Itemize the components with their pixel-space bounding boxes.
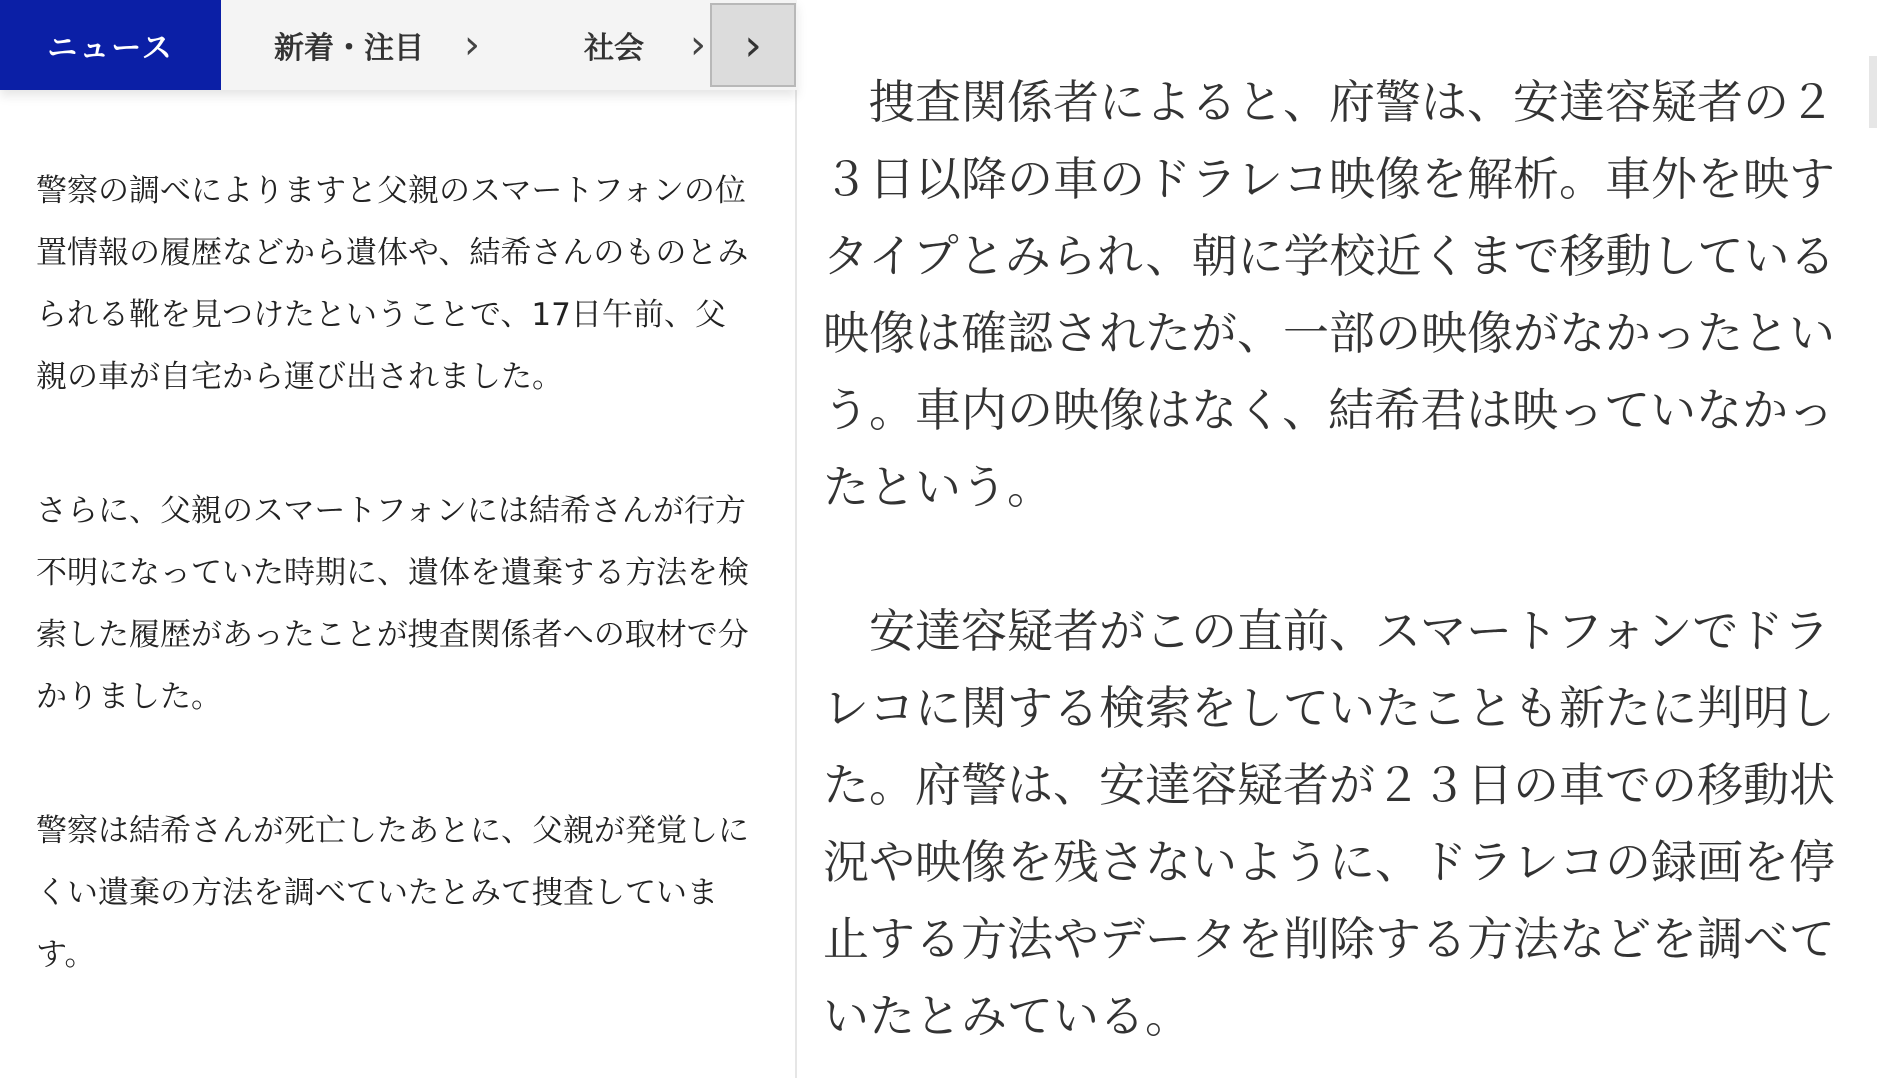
tab-latest[interactable] (274, 0, 480, 90)
article-paragraph: 警察は結希さんが死亡したあとに、父親が発覚しにくい遺棄の方法を調べていたとみて捜査しています。 (36, 813, 749, 973)
scroll-tabs-right-button[interactable] (710, 3, 796, 87)
chevron-right-icon: › (464, 22, 480, 68)
tab-latest-label: 新着・注目 (274, 31, 424, 66)
category-tab-bar (0, 0, 797, 90)
right-article-panel (800, 0, 1877, 1078)
tab-society-label: 社会 (584, 31, 644, 66)
tab-news[interactable] (0, 0, 221, 90)
tab-news-label: ニュース (47, 31, 174, 66)
article-paragraph: 警察の調べによりますと父親のスマートフォンの位置情報の履歴などから遺体や、結希さんのものとみられる靴を見つけたということで、17日午前、父親の車が自宅から運び出されました。 (36, 173, 749, 395)
article-paragraph: さらに、父親のスマートフォンには結希さんが行方不明になっていた時期に、遺体を遺棄する方法を検索した履歴があったことが捜査関係者への取材で分かりました。 (36, 493, 749, 715)
tab-society[interactable] (584, 0, 712, 90)
article-paragraph: 捜査関係者によると、府警は、安達容疑者の２３日以降の車のドラレコ映像を解析。車外を映すタイプとみられ、朝に学校近くまで移動している映像は確認されたが、一部の映像がなかったという。車内の映像はなく、結希君は映っていなかったという。 (823, 75, 1836, 514)
scrollbar[interactable] (1869, 56, 1877, 128)
article-paragraph: 安達容疑者がこの直前、スマートフォンでドラレコに関する検索をしていたことも新たに判明した。府警は、安達容疑者が２３日の車での移動状況や映像を残さないように、ドラレコの録画を停止する方法やデータを削除する方法などを調べていたとみている。 (823, 604, 1835, 1043)
chevron-right-icon: › (690, 22, 706, 68)
chevron-right-icon: › (744, 19, 762, 71)
left-article-body (36, 160, 756, 1058)
right-article-body (823, 64, 1843, 1078)
left-article-panel (0, 0, 797, 1078)
